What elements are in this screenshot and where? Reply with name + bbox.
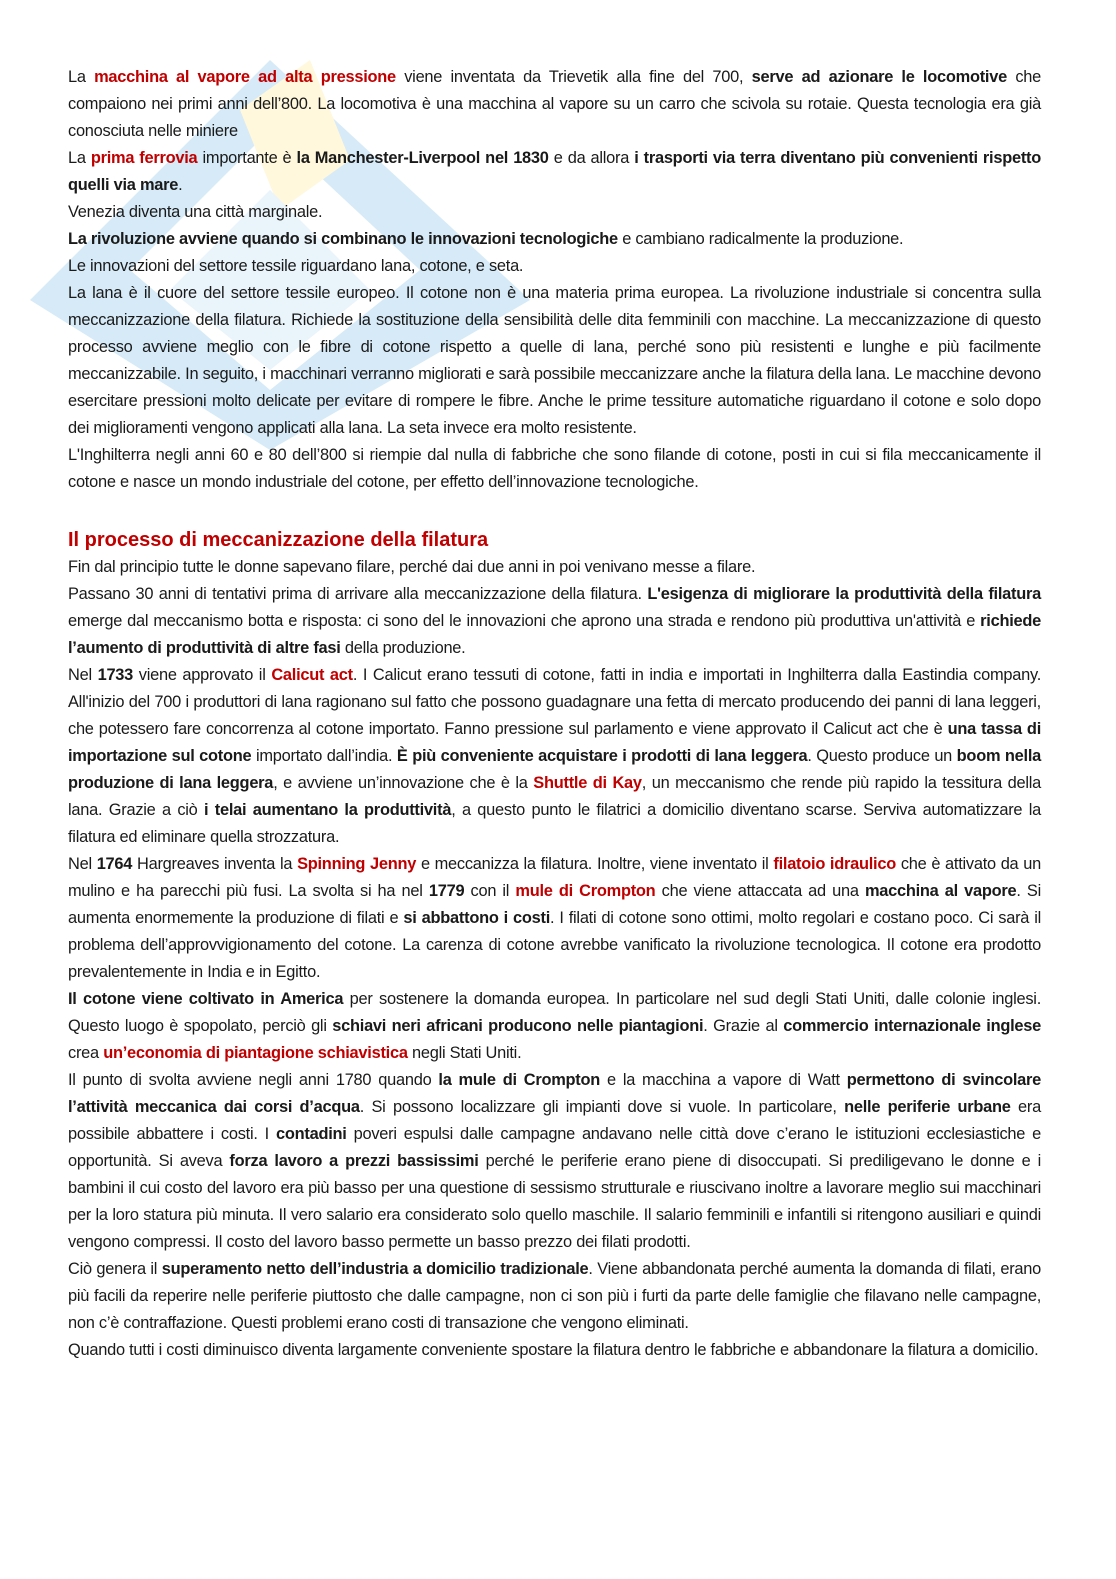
text-run: . Si possono localizzare gli impianti dove si vuole. In particolare,: [359, 1098, 845, 1116]
highlight-term: mule di Crompton: [515, 882, 656, 900]
text-run: . Questo produce un: [807, 747, 957, 765]
bold-text: forza lavoro a prezzi bassissimi: [229, 1152, 479, 1170]
text-run: Nel: [68, 666, 98, 684]
text-run: e cambiano radicalmente la produzione.: [617, 230, 904, 248]
text-run: e da allora: [548, 149, 635, 167]
paragraph: [68, 199, 1041, 226]
highlight-term: macchina al vapore ad alta pressione: [94, 68, 396, 86]
text-run: viene approvato il: [133, 666, 272, 684]
text-run: , un meccanismo che rende più rapido la tessitura della lana. Grazie a ciò: [68, 774, 1042, 819]
paragraph: [68, 851, 1041, 986]
text-run: della produzione.: [340, 639, 466, 657]
section-heading: Il processo di meccanizzazione della filatura: [68, 529, 489, 551]
text-run: era possibile abbattere i costi. I: [68, 1098, 1041, 1143]
highlight-term: prima ferrovia: [90, 149, 198, 167]
text-run: Nel: [68, 855, 97, 873]
text-run: importante è: [197, 149, 297, 167]
text-run: .: [178, 176, 183, 194]
section-filatura: [68, 554, 1041, 1364]
bold-text: È più conveniente acquistare i prodotti di lana leggera: [396, 747, 808, 765]
text-run: importato dall’india.: [251, 747, 397, 765]
bold-text: 1733: [97, 666, 134, 684]
text-run: . Si aumenta enormemente la produzione di filati e: [68, 882, 1041, 927]
text-run: Hargreaves inventa la: [132, 855, 298, 873]
paragraph: [68, 442, 1041, 496]
highlight-term: un’economia di piantagione schiavistica: [103, 1044, 408, 1062]
paragraph: [68, 986, 1041, 1067]
bold-text: 1779: [428, 882, 465, 900]
text-run: Quando tutti i costi diminuisco diventa largamente conveniente spostare la filatura dentro le fabbriche e abbandonare la filatura a domicilio.: [68, 1341, 1039, 1359]
paragraph: [68, 662, 1041, 851]
text-run: Passano 30 anni di tentativi prima di arrivare alla meccanizzazione della filatura.: [68, 585, 648, 603]
paragraph: [68, 253, 1041, 280]
text-run: . Viene abbandonata perché aumenta la domanda di filati, erano più facili da reperire nelle periferie piuttosto che dalle campagne, non ci son più i furti da parte delle famiglie che filavano nelle campagne, non c’è contraffazione. Questi problemi erano costi di transazione che vengono eliminati.: [68, 1260, 1041, 1332]
text-run: negli Stati Uniti.: [407, 1044, 522, 1062]
bold-text: permettono di svincolare l’attività meccanica dai corsi d’acqua: [68, 1071, 1041, 1116]
highlight-term: Calicut act: [271, 666, 353, 684]
bold-text: boom nella produzione di lana leggera: [68, 747, 1041, 792]
text-run: che compaiono nei primi anni dell’800. La locomotiva è una macchina al vapore su un carro che scivola su rotaie. Questa tecnologia era già conosciuta nelle miniere: [68, 68, 1041, 140]
highlight-term: Shuttle di Kay: [533, 774, 642, 792]
bold-text: L'esigenza di migliorare la produttività della filatura: [647, 585, 1041, 603]
text-run: viene inventata da Trievetik alla fine del 700,: [395, 68, 752, 86]
text-run: Il punto di svolta avviene negli anni 1780 quando: [68, 1071, 439, 1089]
text-run: La: [68, 149, 91, 167]
text-run: perché le periferie erano piene di disoccupati. Si prediligevano le donne e i bambini il cui costo del lavoro era più basso per una questione di sessismo strutturale e riuscivano inoltre a lavorare meglio sui macchinari per la loro statura più minuta. Il vero salario era considerato solo quello maschile. Il salario femminili e infantili si ritengono ausiliari e quindi vengono compressi. Il costo del lavoro basso permette un basso prezzo dei filati prodotti.: [68, 1152, 1041, 1251]
document-page: [68, 64, 1041, 1364]
paragraph: [68, 280, 1041, 442]
text-run: L'Inghilterra negli anni 60 e 80 dell’800 si riempie dal nulla di fabbriche che sono filande di cotone, posti in cui si fila meccanicamente il cotone e nasce un mondo industriale del cotone, per effetto dell’innovazione tecnologiche.: [68, 446, 1041, 491]
text-run: e la macchina a vapore di Watt: [600, 1071, 847, 1089]
text-run: poveri espulsi dalle campagne andavano nelle città dove c’erano le istituzioni ecclesiastiche e opportunità. Si aveva: [68, 1125, 1041, 1170]
section-intro: [68, 64, 1041, 496]
highlight-term: Spinning Jenny: [297, 855, 417, 873]
text-run: Le innovazioni del settore tessile riguardano lana, cotone, e seta.: [68, 257, 524, 275]
bold-text: nelle periferie urbane: [844, 1098, 1011, 1116]
text-run: La: [68, 68, 95, 86]
bold-text: richiede l’aumento di produttività di altre fasi: [68, 612, 1041, 657]
text-run: Ciò genera il: [68, 1260, 162, 1278]
text-run: Venezia diventa una città marginale.: [68, 203, 323, 221]
bold-text: Il cotone viene coltivato in America: [68, 990, 344, 1008]
text-run: crea: [68, 1044, 104, 1062]
bold-text: la Manchester-Liverpool nel 1830: [296, 149, 549, 167]
bold-text: La rivoluzione avviene quando si combinano le innovazioni tecnologiche: [68, 230, 618, 248]
bold-text: superamento netto dell’industria a domicilio tradizionale: [161, 1260, 589, 1278]
bold-text: contadini: [276, 1125, 347, 1143]
bold-text: schiavi neri africani producono nelle piantagioni: [332, 1017, 704, 1035]
text-run: Fin dal principio tutte le donne sapevano filare, perché dai due anni in poi venivano messe a filare.: [68, 558, 756, 576]
bold-text: commercio internazionale inglese: [783, 1017, 1041, 1035]
bold-text: macchina al vapore: [864, 882, 1017, 900]
paragraph: [68, 1337, 1041, 1364]
bold-text: serve ad azionare le locomotive: [751, 68, 1007, 86]
paragraph: [68, 226, 1041, 253]
text-run: . I filati di cotone sono ottimi, molto regolari e costano poco. Ci sarà il problema dell’approvvigionamento del cotone. La carenza di cotone avrebbe vanificato la rivoluzione tecnologica. Il cotone era prodotto prevalentemente in India e in Egitto.: [68, 909, 1041, 981]
paragraph: [68, 554, 1041, 581]
bold-text: 1764: [96, 855, 133, 873]
bold-text: i trasporti via terra diventano più convenienti rispetto quelli via mare: [68, 149, 1042, 194]
bold-text: i telai aumentano la produttività: [204, 801, 452, 819]
text-run: per sostenere la domanda europea. In particolare nel sud degli Stati Uniti, dalle colonie inglesi. Questo luogo è spopolato, perciò gli: [68, 990, 1041, 1035]
paragraph: [68, 581, 1041, 662]
text-run: emerge dal meccanismo botta e risposta: ci sono del le innovazioni che aprono una strada e rendono più produttiva un'attività e: [68, 612, 981, 630]
paragraph: [68, 145, 1041, 199]
text-run: e meccanizza la filatura. Inoltre, viene inventato il: [416, 855, 774, 873]
bold-text: la mule di Crompton: [438, 1071, 601, 1089]
text-run: . I Calicut erano tessuti di cotone, fatti in india e importati in Inghilterra dalla Eastindia company. All'inizio del 700 i produttori di lana ragionano sul fatto che possono guadagnare una fetta di mercato producendo dei panni di lana leggeri, che potessero fare concorrenza al cotone importato. Fanno pressione sul parlamento e viene approvato il Calicut act che è: [68, 666, 1042, 738]
paragraph: [68, 1256, 1041, 1337]
bold-text: si abbattono i costi: [403, 909, 551, 927]
bold-text: una tassa di importazione sul cotone: [68, 720, 1041, 765]
text-run: che viene attaccata ad una: [655, 882, 865, 900]
text-run: con il: [464, 882, 516, 900]
highlight-term: filatoio idraulico: [773, 855, 896, 873]
text-run: che è attivato da un mulino e ha parecchi più fusi. La svolta si ha nel: [68, 855, 1041, 900]
paragraph: [68, 64, 1041, 145]
text-run: . Grazie al: [703, 1017, 784, 1035]
text-run: La lana è il cuore del settore tessile europeo. Il cotone non è una materia prima europea. La rivoluzione industriale si concentra sulla meccanizzazione della filatura. Richiede la sostituzione della sensibilità delle dita femminili con macchine. La meccanizzazione di questo processo avviene meglio con le fibre di cotone rispetto a quelle di lana, perché sono più resistenti e lunghe e più facilmente meccanizzabile. In seguito, i macchinari verranno migliorati e sarà possibile meccanizzare anche la filatura della lana. Le macchine devono esercitare pressioni molto delicate per evitare di rompere le fibre. Anche le prime tessiture automatiche riguardano il cotone e solo dopo dei miglioramenti vengono applicati alla lana. La seta invece era molto resistente.: [68, 284, 1041, 437]
paragraph: [68, 1067, 1041, 1256]
text-run: , e avviene un’innovazione che è la: [273, 774, 534, 792]
text-run: , a questo punto le filatrici a domicilio diventano scarse. Serviva automatizzare la filatura ed eliminare quella strozzatura.: [68, 801, 1041, 846]
